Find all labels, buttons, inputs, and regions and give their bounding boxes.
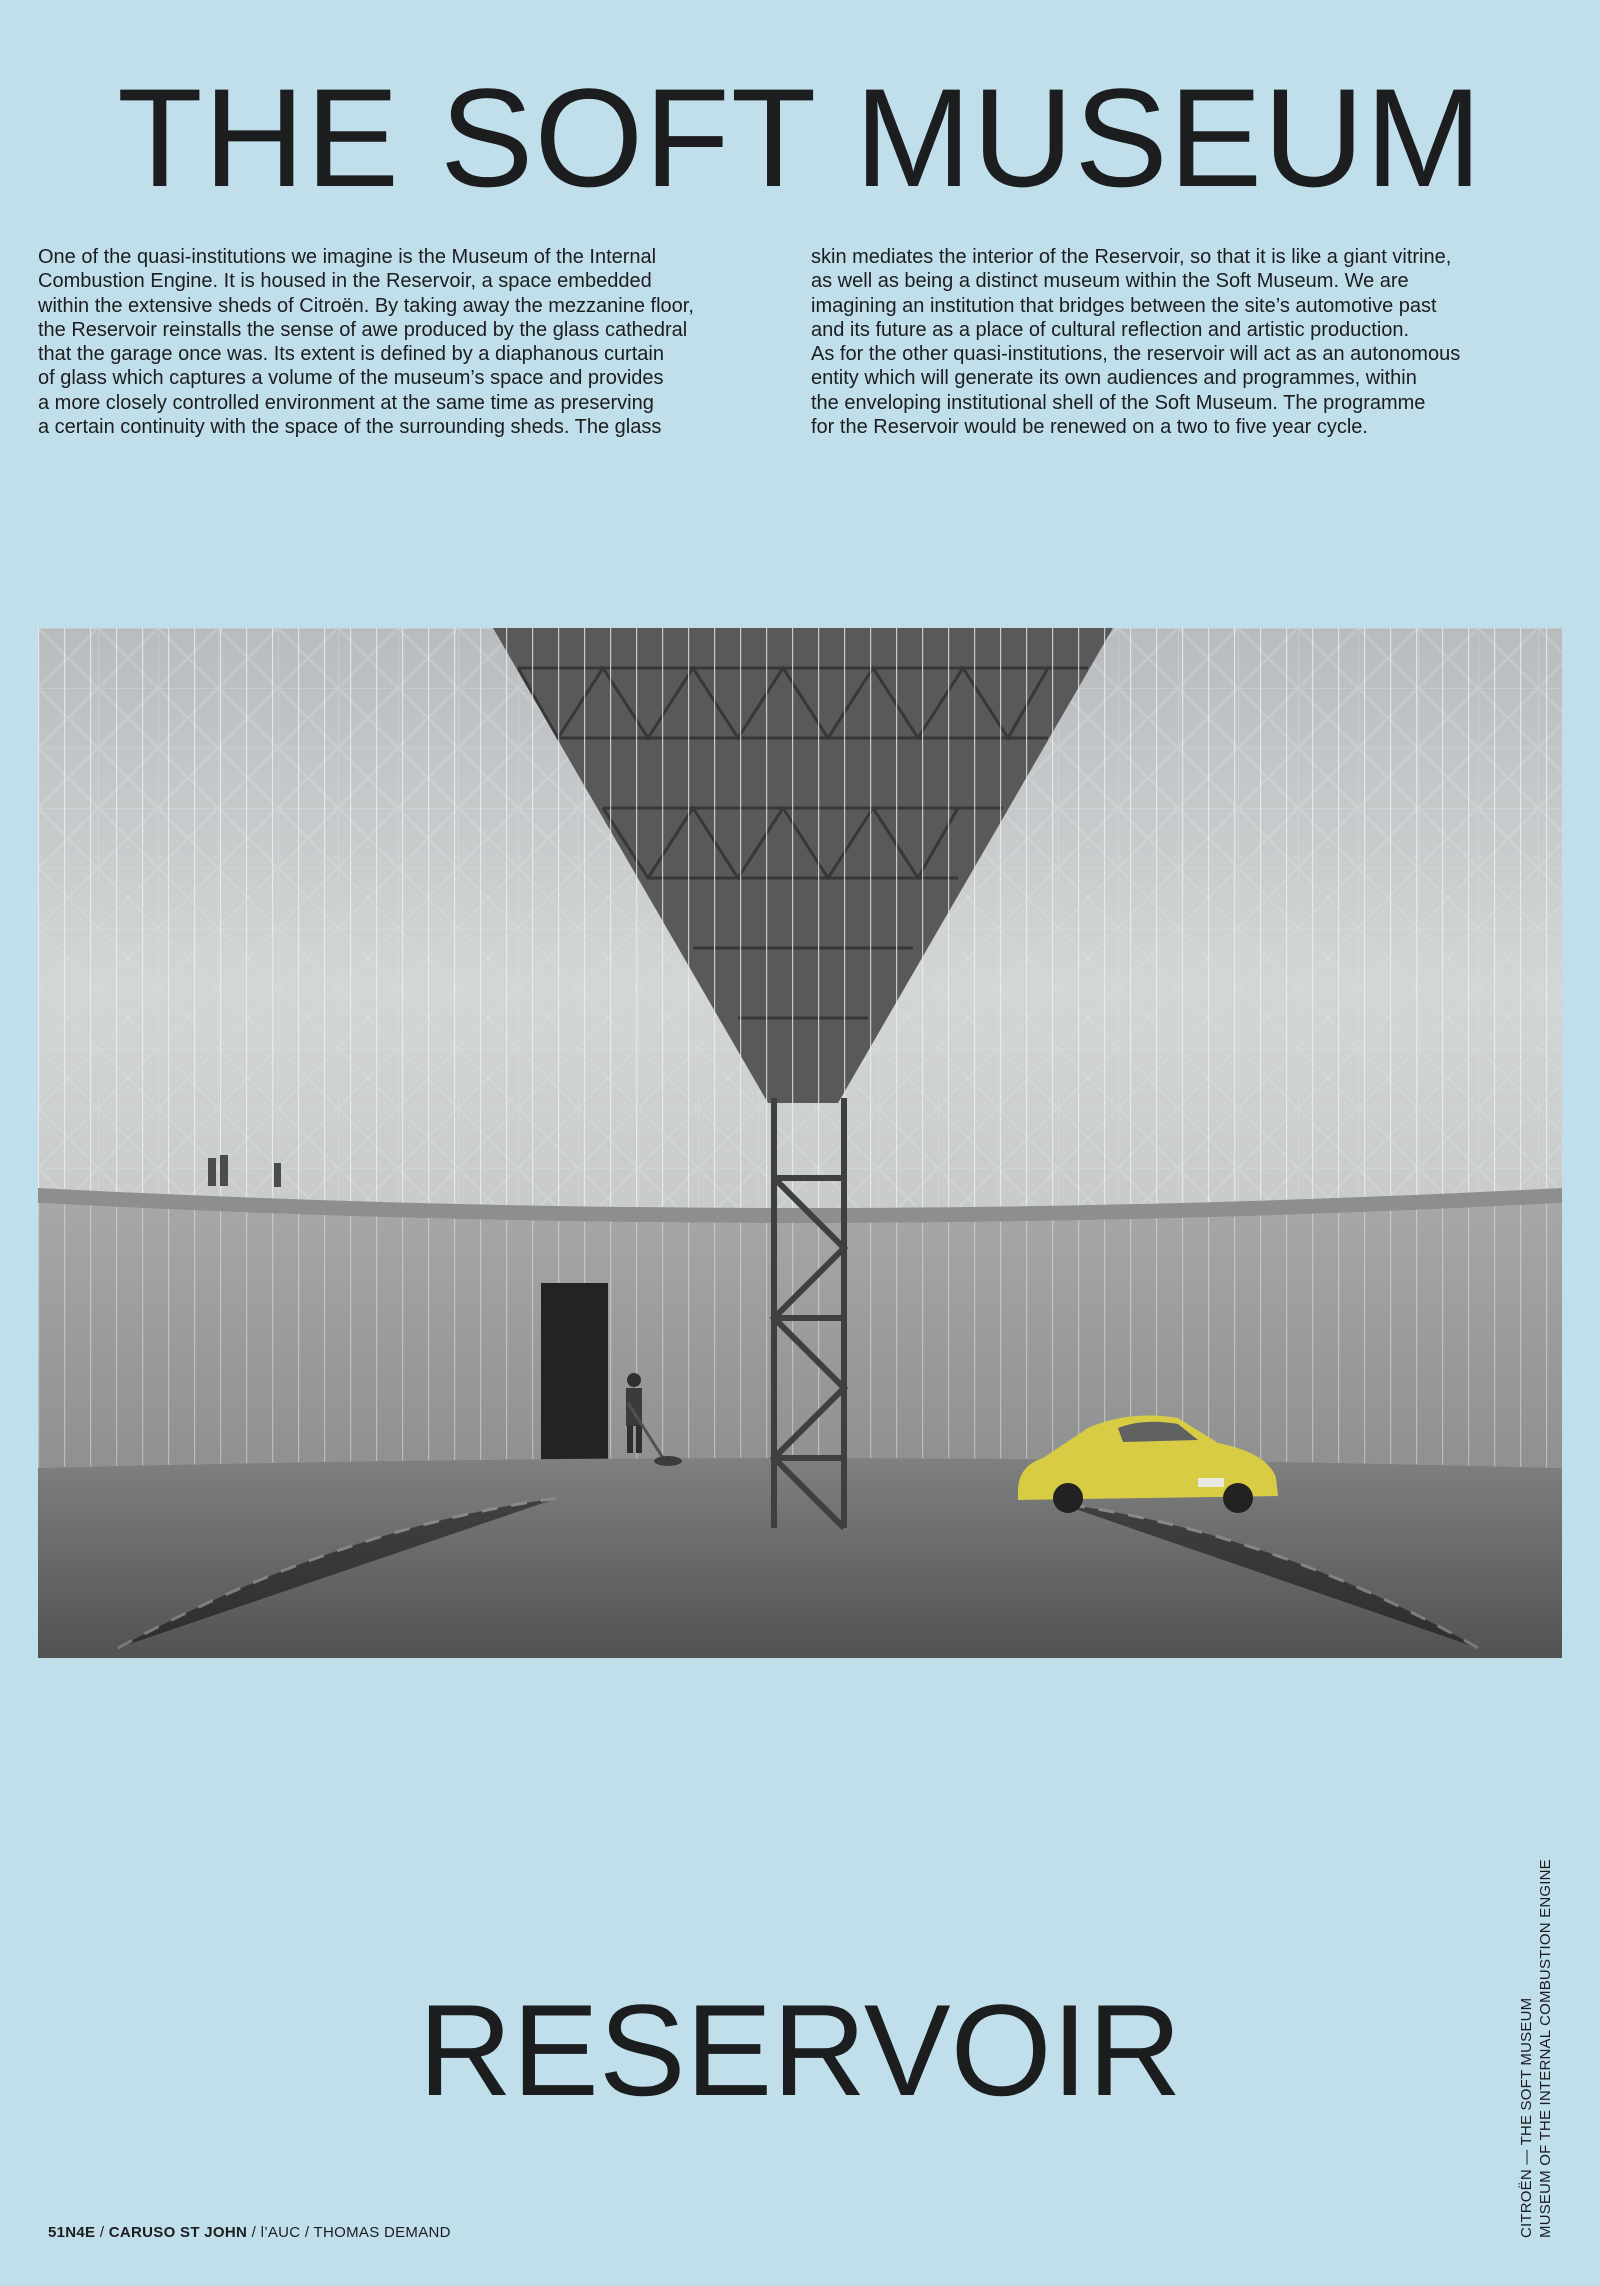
side-caption-line-2: MUSEUM OF THE INTERNAL COMBUSTION ENGINE [1537,1859,1554,2238]
credit-rest: / l’AUC / THOMAS DEMAND [247,2224,451,2241]
section-title: RESERVOIR [418,1977,1182,2123]
credit-51n4e: 51N4E [48,2224,96,2241]
reservoir-rendering [38,628,1562,1658]
credits [48,2224,451,2241]
side-caption-line-1: CITROËN — THE SOFT MUSEUM [1518,1997,1535,2238]
intro-text-left: One of the quasi-institutions we imagine is the Museum of the Internal Combustion Engine. It is housed in the Reservoir, a space embedded within the extensive sheds of Citroën. By taking away the mezzanine floor, the Reservoir reinstalls the sense of awe produced by the glass cathedral that the garage once was. Its extent is defined by a diaphanous curtain of glass which captures a volume of the museum’s space and provides a more closely controlled environment at the same time as preserving a certain continuity with the space of the surrounding sheds. The glass [38,246,694,439]
intro-text-right: skin mediates the interior of the Reservoir, so that it is like a giant vitrine, as well as being a distinct museum within the Soft Museum. We are imagining an institution that bridges between the site’s automotive past and its future as a place of cultural reflection and artistic production. As for the other quasi-institutions, the reservoir will act as an autonomous entity which will generate its own audiences and programmes, within the enveloping institutional shell of the Soft Museum. The programme for the Reservoir would be renewed on a two to five year cycle. [811,246,1461,439]
credit-separator: / [95,2224,109,2241]
side-caption [1517,1859,1555,2238]
page-title: THE SOFT MUSEUM [117,59,1483,216]
credit-caruso-st-john: CARUSO ST JOHN [108,2224,248,2241]
